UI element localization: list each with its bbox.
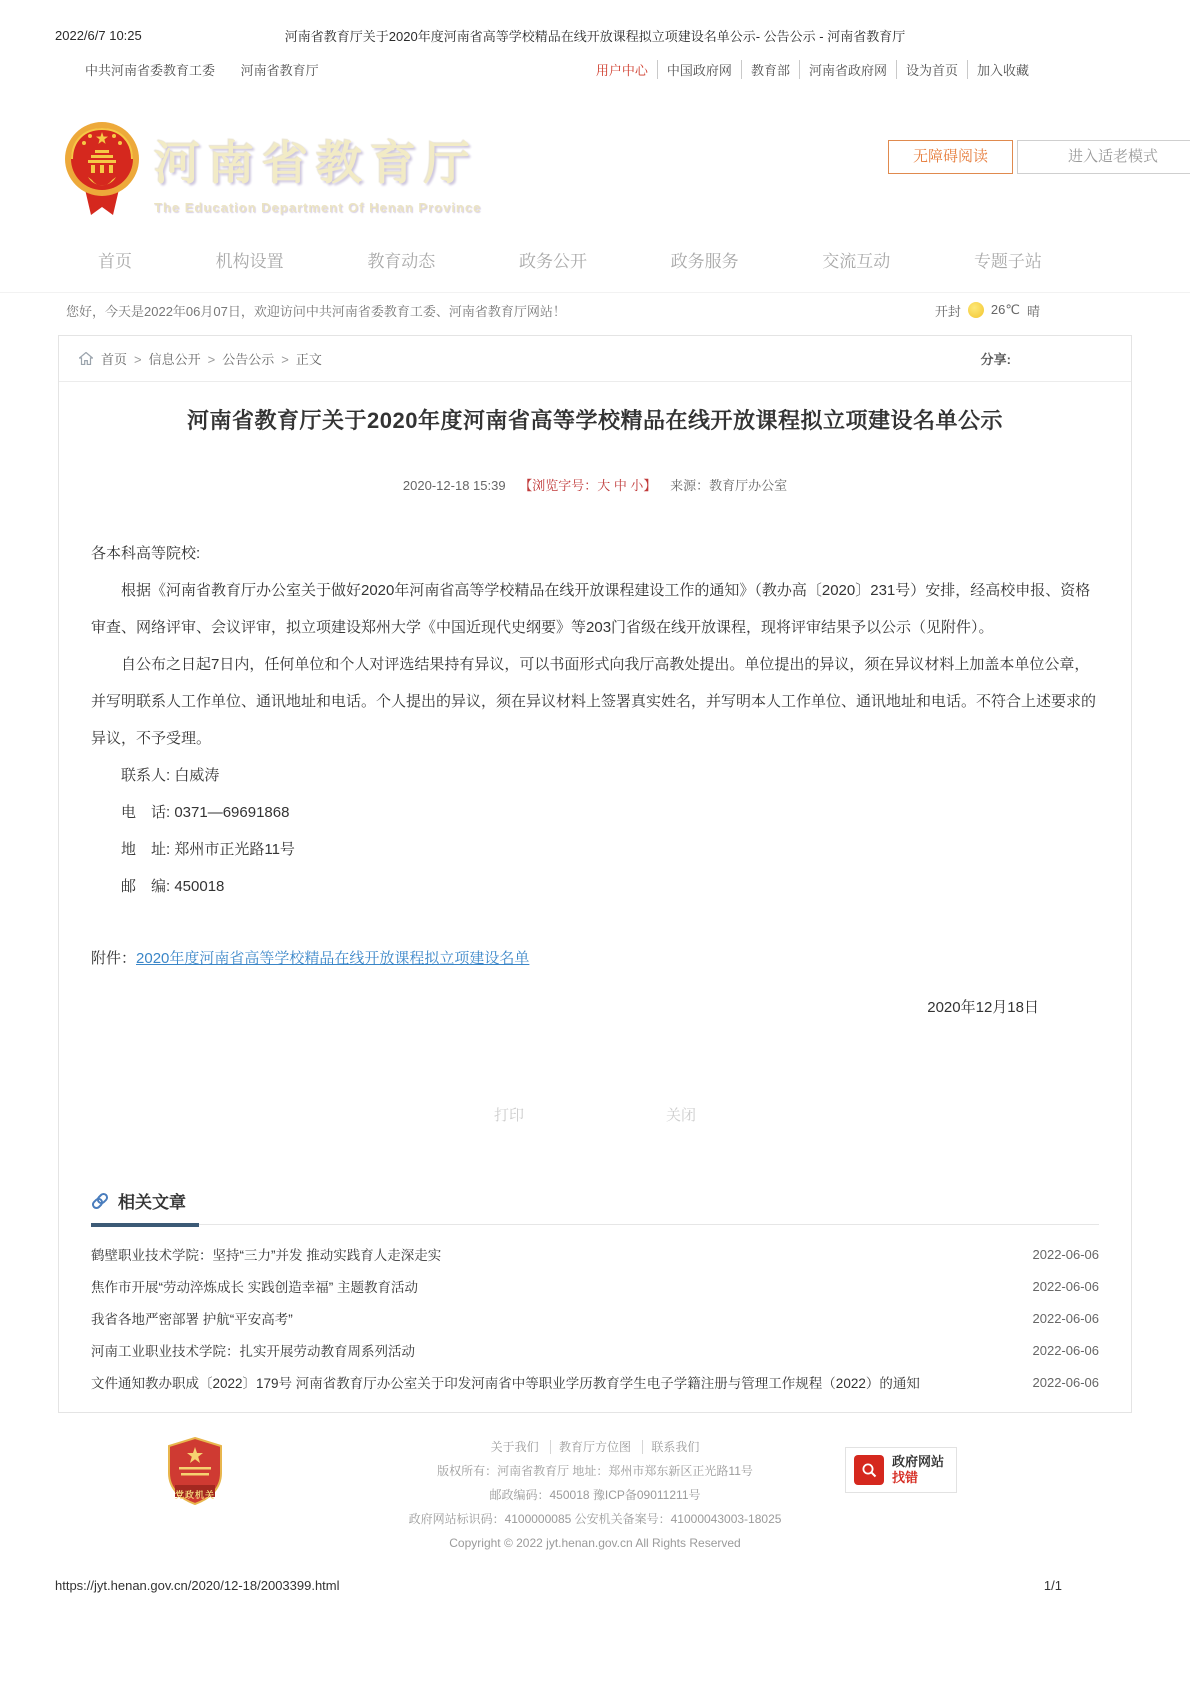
related-row (91, 1270, 1099, 1302)
party-gov-badge-label: 党政机关 (174, 1490, 215, 1500)
home-icon (79, 352, 93, 365)
error-report-line2: 找错 (892, 1470, 919, 1485)
greeting-bar (66, 299, 1040, 321)
attachment-label: 附件： (91, 950, 137, 967)
nav-divider (0, 292, 1190, 293)
site-name-en: The Education Department Of Henan Province (154, 200, 482, 215)
sun-icon (968, 302, 984, 318)
print-timestamp: 2022/6/7 10:25 (55, 28, 142, 43)
weather-city: 开封 (934, 303, 961, 319)
footer-link-contact[interactable]: 联系我们 (642, 1440, 707, 1454)
link-moe[interactable]: 教育部 (741, 60, 799, 79)
weather-temp: 26℃ (990, 302, 1020, 317)
link-chain-icon (91, 1192, 109, 1210)
main-nav (98, 247, 1042, 272)
print-button[interactable]: 打印 (493, 1107, 524, 1124)
article-actions (91, 1104, 1099, 1125)
footer-copyright-en: Copyright © 2022 jyt.henan.gov.cn All Rights Reserved (449, 1536, 741, 1550)
gov-site-error-report-badge[interactable] (845, 1447, 957, 1493)
footer-postcode-line: 邮政编码：450018 豫ICP备09011211号 (489, 1488, 701, 1502)
article-title: 河南省教育厅关于2020年度河南省高等学校精品在线开放课程拟立项建设名单公示 (187, 408, 1003, 433)
magnifier-icon (854, 1455, 884, 1485)
related-date: 2022-06-06 (1032, 1342, 1099, 1358)
footer-center (295, 1435, 895, 1555)
related-rule (91, 1224, 1099, 1228)
paragraph: 根据《河南省教育厅办公室关于做好2020年河南省高等学校精品在线开放课程建设工作的通知》（教办高〔2020〕231号）安排，经高校申报、资格审查、网络评审、会议评审，拟立项建设郑州大学《中国近现代史纲要》等203门省级在线开放课程，现将评审结果予以公示（见附件）。 (91, 582, 1091, 636)
related-link[interactable]: 焦作市开展“劳动淬炼成长 实践创造幸福” 主题教育活动 (91, 1280, 418, 1295)
attachment-link[interactable]: 2020年度河南省高等学校精品在线开放课程拟立项建设名单 (136, 950, 530, 967)
link-add-favorite[interactable]: 加入收藏 (967, 60, 1038, 79)
related-date: 2022-06-06 (1032, 1278, 1099, 1294)
top-bar-right (587, 60, 1038, 79)
content-box (58, 335, 1132, 1413)
related-heading (91, 1188, 1099, 1213)
related-heading-label: 相关文章 (118, 1193, 186, 1212)
breadcrumb-announcements[interactable]: > 公告公示 (206, 349, 275, 368)
breadcrumb (79, 349, 322, 368)
link-gov-cn[interactable]: 中国政府网 (657, 60, 741, 79)
paragraph: 自公布之日起7日内，任何单位和个人对评选结果持有异议，可以书面形式向我厅高教处提出。单位提出的异议，须在异议材料上加盖本单位公章，并写明联系人工作单位、通讯地址和电话。个人提出的异议，须在异议材料上签署真实姓名，并写明本人工作单位、通讯地址和电话。不符合上述要求的异议，不予受理。 (91, 656, 1097, 747)
masthead-buttons (888, 140, 1190, 174)
nav-item-home[interactable]: 首页 (98, 252, 132, 271)
weather-widget (935, 301, 1040, 320)
error-report-line1: 政府网站 (892, 1454, 945, 1469)
share-label[interactable]: 分享: (980, 352, 1011, 367)
link-henan-gov[interactable]: 河南省政府网 (799, 60, 896, 79)
related-date: 2022-06-06 (1032, 1246, 1099, 1262)
link-education-dept[interactable]: 河南省教育厅 (240, 63, 319, 78)
publish-time: 2020-12-18 15:39 (402, 478, 506, 493)
nav-item-organization[interactable]: 机构设置 (215, 252, 284, 271)
related-date: 2022-06-06 (1032, 1310, 1099, 1326)
site-footer (0, 1435, 1190, 1575)
article (91, 382, 1099, 1125)
greeting-text: 您好，今天是2022年06月07日，欢迎访问中共河南省委教育工委、河南省教育厅网站！ (66, 303, 566, 319)
contact-person: 联系人: 白威涛 (121, 767, 220, 784)
footer-id-line: 政府网站标识码：4100000085 公安机关备案号：41000043003-18025 (408, 1512, 782, 1526)
nav-item-interaction[interactable]: 交流互动 (822, 252, 891, 271)
related-link[interactable]: 鹤壁职业技术学院：坚持“三力”并发 推动实践育人走深走实 (91, 1248, 442, 1263)
print-footer-url: https://jyt.henan.gov.cn/2020/12-18/2003399.html (55, 1578, 340, 1593)
party-gov-badge[interactable] (162, 1437, 228, 1501)
top-bar (85, 60, 1038, 79)
salutation: 各本科高等院校: (91, 545, 201, 562)
masthead (62, 112, 481, 230)
nav-item-gov-services[interactable]: 政务服务 (670, 252, 739, 271)
article-meta (91, 475, 1099, 494)
footer-copyright-line: 版权所有：河南省教育厅 地址：郑州市郑东新区正光路11号 (437, 1464, 753, 1478)
nav-item-education-news[interactable]: 教育动态 (367, 252, 436, 271)
article-source: 来源：教育厅办公室 (670, 478, 788, 493)
related-list (91, 1238, 1099, 1398)
national-emblem-logo (62, 119, 142, 223)
link-user-center[interactable]: 用户中心 (595, 63, 648, 78)
attachment-line (91, 940, 1099, 977)
weather-condition: 晴 (1026, 303, 1040, 319)
print-title: 河南省教育厅关于2020年度河南省高等学校精品在线开放课程拟立项建设名单公示- 公告公示 - 河南省教育厅 (284, 29, 906, 44)
print-header (55, 26, 1135, 46)
article-body (91, 535, 1099, 1026)
nav-item-gov-disclosure[interactable]: 政务公开 (518, 252, 587, 271)
related-row (91, 1334, 1099, 1366)
elderly-mode-button[interactable]: 进入适老模式 (1017, 140, 1190, 174)
contact-address: 地 址: 郑州市正光路11号 (121, 841, 295, 858)
breadcrumb-info-disclosure[interactable]: > 信息公开 (132, 349, 201, 368)
link-set-homepage[interactable]: 设为首页 (896, 60, 967, 79)
sign-date: 2020年12月18日 (927, 999, 1039, 1016)
related-articles-section (91, 1188, 1099, 1398)
link-party-committee[interactable]: 中共河南省委教育工委 (85, 63, 216, 78)
contact-postcode: 邮 编: 450018 (121, 878, 225, 895)
nav-item-special-sites[interactable]: 专题子站 (973, 252, 1042, 271)
related-row (91, 1238, 1099, 1270)
footer-link-about[interactable]: 关于我们 (490, 1440, 539, 1454)
breadcrumb-home[interactable]: 首页 (101, 352, 128, 367)
related-link[interactable]: 河南工业职业技术学院：扎实开展劳动教育周系列活动 (91, 1344, 415, 1359)
footer-links (295, 1435, 895, 1459)
error-report-text (892, 1454, 944, 1486)
related-link[interactable]: 文件通知教办职成〔2022〕179号 河南省教育厅办公室关于印发河南省中等职业学历教育学生电子学籍注册与管理工作规程（2022）的通知 (91, 1376, 920, 1391)
font-size-widget[interactable]: 【浏览字号：大 中 小】 (519, 478, 657, 493)
close-button[interactable]: 关闭 (666, 1107, 697, 1124)
contact-phone: 电 话: 0371—69691868 (121, 804, 290, 821)
related-date: 2022-06-06 (1032, 1374, 1099, 1390)
footer-link-map[interactable]: 教育厅方位图 (550, 1440, 639, 1454)
masthead-text (154, 127, 481, 215)
site-name: 河南省教育厅 (154, 137, 478, 189)
related-link[interactable]: 我省各地严密部署 护航“平安高考” (91, 1312, 293, 1327)
print-footer-page-indicator: 1/1 (1043, 1578, 1062, 1593)
top-bar-left (85, 60, 341, 79)
related-row (91, 1366, 1099, 1398)
breadcrumb-current: > 正文 (279, 349, 322, 368)
accessibility-reading-button[interactable]: 无障碍阅读 (888, 140, 1013, 174)
related-row (91, 1302, 1099, 1334)
